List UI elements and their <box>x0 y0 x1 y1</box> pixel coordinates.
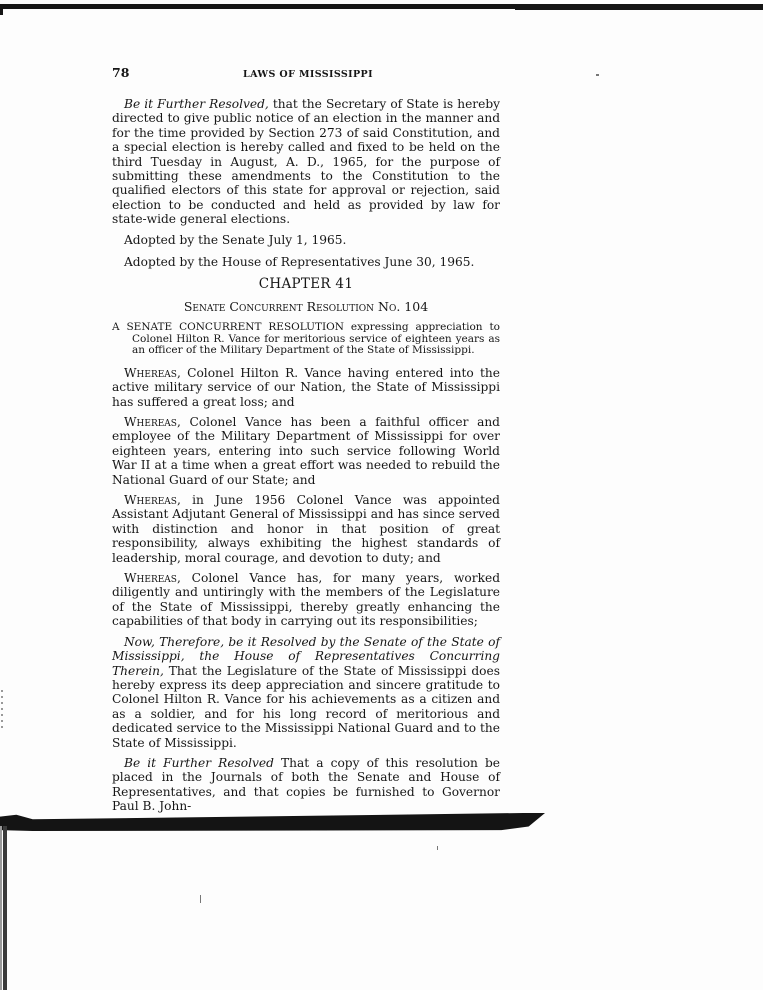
document-page <box>112 64 500 820</box>
page-header <box>112 64 500 80</box>
adopted-house: Adopted by the House of Representatives June 30, 1965. <box>124 255 475 270</box>
whereas-lead: Whereas, <box>124 365 181 380</box>
whereas-body: Colonel Vance has been a faithful officer and employee of the Military Department of Mississippi for over eighteen years, entering into such service following World War II at a time when a great effort was needed to rebuild the National Guard of our State; and <box>112 415 500 487</box>
resolved-lead: Be it Further Resolved, <box>124 97 269 111</box>
whereas-body: Colonel Hilton R. Vance having entered into the active military service of our Nation, the State of Mississippi has suffered a great loss; and <box>112 365 500 409</box>
now-therefore-paragraph <box>112 635 500 750</box>
whereas-paragraph-4 <box>112 571 500 629</box>
scan-top-border-thick <box>515 4 763 10</box>
scan-left-spine <box>3 826 7 990</box>
further-resolved-copy-paragraph <box>112 756 500 814</box>
running-head: LAWS OF MISSISSIPPI <box>243 69 373 80</box>
whereas-lead: Whereas, <box>124 415 181 429</box>
further-resolved-lead: Be it Further Resolved <box>124 755 274 770</box>
whereas-lead: Whereas, <box>124 571 181 586</box>
whereas-paragraph-2 <box>112 415 500 487</box>
resolved-body: that the Secretary of State is hereby directed to give public notice of an election in the manner and for the time provided by Section 273 of said Constitution, and a special election is hereby called and fixed to be held on the third Tuesday in August, A. D., 1965, for the purpose of submitting these amendments to the Constitution to the qualified electors of this state for approval or rejection, said election to be conducted and held as provided by law for state-wide general elections. <box>112 97 501 227</box>
adopted-senate: Adopted by the Senate July 1, 1965. <box>124 232 347 247</box>
scan-speck <box>437 846 438 850</box>
whereas-body: in June 1956 Colonel Vance was appointed Assistant Adjutant General of Mississippi and has since served with distinction and honor in that position of great responsibility, always exhibiting the highest standards of leadership, moral courage, and devotion to duty; and <box>112 493 500 565</box>
scan-speck <box>596 74 599 76</box>
scan-margin-marks <box>1 690 3 730</box>
now-therefore-lead: Now, Therefore, be it Resolved by the Senate of the State of Mississippi, the House of Representatives Concurring Therein, <box>112 634 500 678</box>
whereas-paragraph-3 <box>112 493 500 565</box>
resolution-number: Senate Concurrent Resolution No. 104 <box>183 298 429 314</box>
chapter-title: CHAPTER 41 <box>258 276 354 293</box>
now-therefore-body: That the Legislature of the State of Mississippi does hereby express its deep appreciation and sincere gratitude to Colonel Hilton R. Vance for his achievements as a citizen and as a soldier, and for his long record of meritorious and dedicated service to the Mississippi National Guard and to the State of Mississippi. <box>112 663 500 750</box>
scan-top-left-edge <box>0 6 3 15</box>
whereas-body: Colonel Vance has, for many years, worked diligently and untiringly with the members of the Legislature of the State of Mississippi, thereby greatly enhancing the capabilities of that body in carrying out its responsibilities; <box>112 571 500 629</box>
scan-left-spine-shadow <box>0 826 2 990</box>
further-resolved-paragraph <box>112 97 500 227</box>
page-number: 78 <box>112 65 130 80</box>
whereas-lead: Whereas, <box>124 493 181 508</box>
scan-speck <box>200 895 201 903</box>
whereas-paragraph-1 <box>112 366 500 409</box>
resolution-caption: A SENATE CONCURRENT RESOLUTION expressing appreciation to Colonel Hilton R. Vance for meritorious service of eighteen years as an officer of the Military Department of the State of Mississippi. <box>112 321 500 357</box>
further-resolved-body: That a copy of this resolution be placed in the Journals of both the Senate and House of Representatives, and that copies be furnished to Governor Paul B. John- <box>112 755 501 814</box>
